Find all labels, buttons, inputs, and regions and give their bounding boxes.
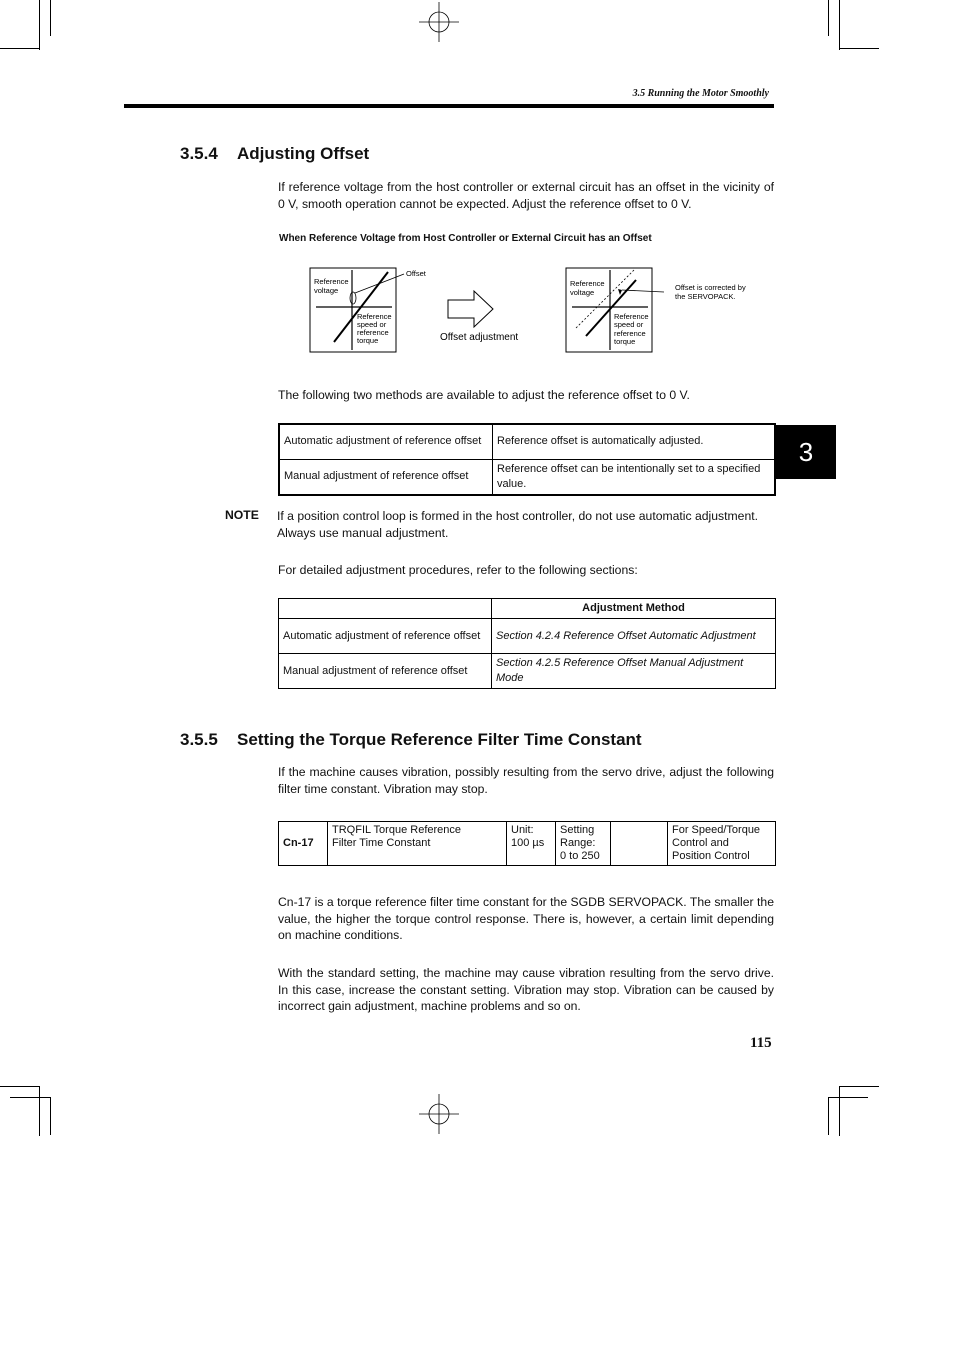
right-y-label: Reference: [570, 279, 605, 288]
right-x-label: Reference: [614, 312, 649, 321]
parameter-table: [278, 821, 776, 866]
section-reference-link[interactable]: Section 4.2.5 Reference Offset Manual Adjustment Mode: [492, 654, 776, 689]
table-row: [279, 822, 776, 866]
section-heading: [180, 144, 369, 164]
figure-caption: When Reference Voltage from Host Controller or External Circuit has an Offset: [279, 233, 652, 244]
methods-intro: The following two methods are available to adjust the reference offset to 0 V.: [278, 388, 690, 402]
right-y-label: voltage: [570, 288, 595, 297]
methods-table: [278, 423, 776, 496]
crop-mark: [39, 1086, 40, 1136]
chapter-tab: 3: [776, 425, 836, 479]
mode-line: Control and: [672, 837, 729, 849]
section-heading: [180, 730, 642, 750]
left-x-label: torque: [357, 336, 379, 345]
right-x-label: speed or: [614, 320, 644, 329]
table-row: [279, 654, 776, 689]
unit-line: 100 µs: [511, 837, 545, 849]
method-cell: Automatic adjustment of reference offset: [279, 619, 492, 654]
body-paragraph: Cn-17 is a torque reference filter time constant for the SGDB SERVOPACK. The smaller the value, the higher the torque control response. There is, however, a certain limit depending on machine conditions.: [278, 895, 774, 942]
parameter-code: Cn-17: [279, 822, 328, 866]
offset-callout: Offset: [406, 269, 426, 278]
parameter-name: [328, 822, 507, 866]
crop-mark: [10, 1097, 50, 1098]
arrow-label: Offset adjustment: [440, 332, 519, 343]
crop-mark: [839, 0, 840, 50]
crop-mark: [828, 1097, 829, 1135]
note-label: NOTE: [225, 508, 259, 522]
table-row: [279, 459, 775, 495]
right-x-label: reference: [614, 329, 646, 338]
header-cell: Adjustment Method: [492, 599, 776, 619]
section-reference-link[interactable]: Section 4.2.4 Reference Offset Automatic Adjustment: [492, 619, 776, 654]
crop-mark: [50, 1097, 51, 1135]
parameter-name-line: Filter Time Constant: [332, 837, 431, 849]
section-title: Adjusting Offset: [237, 144, 370, 163]
mode-line: Position Control: [672, 850, 750, 862]
method-cell: Manual adjustment of reference offset: [279, 654, 492, 689]
body-paragraph: With the standard setting, the machine may cause vibration resulting from the servo drive. In this case, increase the constant setting. Vibration may stop. Vibration can be caused by incorrect gain adjustment, machine problems and so on.: [278, 966, 774, 1013]
method-cell: Automatic adjustment of reference offset: [279, 424, 493, 459]
header-rule: [124, 104, 774, 108]
description-cell: Reference offset is automatically adjusted.: [493, 424, 776, 459]
adjustment-arrow-icon: [448, 291, 493, 327]
left-y-label: voltage: [314, 286, 339, 295]
correction-callout: Offset is corrected by: [675, 283, 746, 292]
crop-mark: [39, 0, 40, 50]
parameter-unit: [507, 822, 556, 866]
crop-mark: [839, 1086, 879, 1087]
intro-paragraph: If reference voltage from the host controller or external circuit has an offset in the vicinity of 0 V, smooth operation cannot be expected. Adjust the reference offset to 0 V.: [278, 180, 774, 211]
left-x-label: speed or: [357, 320, 387, 329]
mode-line: For Speed/Torque: [672, 824, 761, 836]
adjustment-method-table: [278, 598, 776, 689]
left-y-label: Reference: [314, 277, 349, 286]
header-cell: [279, 599, 492, 619]
registration-mark-bottom: [418, 1094, 460, 1134]
section-number: 3.5.5: [180, 730, 218, 749]
unit-line: Unit:: [511, 824, 534, 836]
refer-intro: For detailed adjustment procedures, refer to the following sections:: [278, 563, 638, 577]
page-number: 115: [750, 1035, 772, 1051]
running-header: 3.5 Running the Motor Smoothly: [632, 88, 769, 99]
table-header-row: [279, 599, 776, 619]
range-line: Setting: [560, 824, 595, 836]
parameter-mode: [668, 822, 776, 866]
registration-mark-top: [418, 2, 460, 42]
intro-paragraph: If the machine causes vibration, possibly resulting from the servo drive, adjust the following filter time constant. Vibration may stop.: [278, 765, 774, 796]
crop-mark: [839, 1086, 840, 1136]
range-line: Range:: [560, 837, 596, 849]
crop-mark: [839, 48, 879, 49]
table-row: [279, 424, 775, 459]
crop-mark: [828, 0, 829, 36]
parameter-name-line: TRQFIL Torque Reference: [332, 824, 462, 836]
note-text: If a position control loop is formed in the host controller, do not use automatic adjustment. Always use manual adjustment.: [277, 509, 758, 540]
right-x-label: torque: [614, 337, 636, 346]
correction-callout: the SERVOPACK.: [675, 292, 736, 301]
section-title: Setting the Torque Reference Filter Time Constant: [237, 730, 642, 749]
parameter-blank: [611, 822, 668, 866]
range-line: 0 to 250: [560, 850, 600, 862]
crop-mark: [828, 1097, 868, 1098]
crop-mark: [0, 1086, 40, 1087]
parameter-range: [556, 822, 611, 866]
crop-mark: [50, 0, 51, 36]
description-cell: Reference offset can be intentionally set to a specified value.: [493, 459, 776, 495]
table-row: [279, 619, 776, 654]
crop-mark: [0, 48, 40, 49]
section-number: 3.5.4: [180, 144, 218, 163]
method-cell: Manual adjustment of reference offset: [279, 459, 493, 495]
left-x-label: reference: [357, 328, 389, 337]
offset-diagram: [300, 262, 770, 360]
left-x-label: Reference: [357, 312, 392, 321]
